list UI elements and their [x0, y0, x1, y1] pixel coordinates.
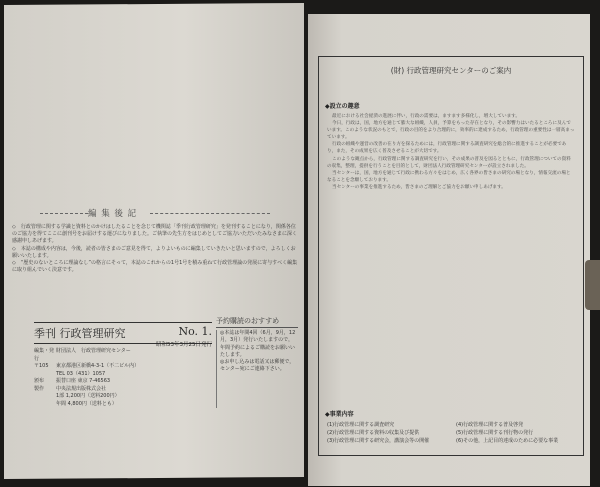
colophon-row: 頒布 振替口座 東京 7-46563 [34, 378, 111, 384]
body-paragraph: 当センターの事業を推進するため，皆さまのご理解とご協力をお願い申しあげます。 [332, 184, 506, 190]
subscription-title: 予約購読のおすすめ [216, 318, 298, 328]
colophon-row: 〒105 東京都港区新橋4-3-1（不二ビル内） [34, 363, 140, 369]
divider-right [150, 213, 270, 214]
binder-clip [585, 260, 600, 310]
body-paragraph: 行政の組織や運営の改善の在り方を探るためには，行政管理に関する調査研究を総合的に推進することが必要であり，また，その成果を広く普及させることが大切です。 [327, 142, 567, 155]
publish-date: 昭和53年3月25日発行 [156, 342, 212, 348]
colophon-row: 1部 1,200円（送料200円） [56, 393, 120, 399]
colophon-row: TEL 03（431）1057 [56, 370, 106, 377]
subscription-line: ◎お申し込みは電話又は郵便で，センター宛にご連絡下さい。 [220, 359, 295, 373]
project-item: (3)行政管理に関する研究会，講演会等の開催 [327, 438, 430, 444]
notes-title: 編 集 後 記 [88, 209, 138, 219]
project-item: (1)行政管理に関する調査研究 [327, 422, 395, 428]
center-guide-box [318, 56, 584, 456]
section-heading: ◆設立の趣意 [325, 103, 360, 110]
project-item: (6)その他，上記目的達成のために必要な事業 [456, 438, 559, 444]
colophon-row: 年間 4,800円（送料とも） [56, 400, 117, 407]
body-paragraph: このような観点から，行政管理に関する調査研究を行い，その成果の普及を図るとともに，行政管理についての資料の収集，整理，提供を行うことを目的として，財団法人行政管理研究センターが設立されました。 [327, 156, 571, 169]
projects-list [327, 421, 575, 445]
magazine-title: 季刊 行政管理研究 [34, 327, 126, 340]
colophon-row: 編集・発行 財団法人 行政管理研究センター [34, 348, 131, 362]
projects-heading: ◆事業内容 [325, 411, 354, 418]
section-body [327, 113, 575, 191]
project-item: (2)行政管理に関する資料の収集及び提供 [327, 430, 420, 436]
note-paragraph: ◇ 本誌の構成や内容は，今後，読者の皆さまのご意見を得て，よりよいものに編集していきたいと思いますので，よろしくお願いいたします。 [12, 245, 296, 259]
box-title: (財) 行政管理研究センターのご案内 [390, 66, 512, 75]
project-item: (4)行政管理に関する普及啓発 [456, 422, 524, 428]
subscription-line: ◎本誌は年間4回（6月，9月，12月，3月）発行いたしますので，年間予約によるご購読をお願いいたします。 [220, 330, 296, 358]
body-paragraph: 今日，行政は，国，地方を通じて膨大な組織，人員，予算をもった存在となり，その影響力はいたるところに及んでいます。このような状況のもとで，行政の目的をより合理的に，効率的に達成するため，行政管理の重要性は一層高まっています。 [327, 121, 575, 141]
divider-left [40, 213, 88, 214]
body-paragraph: 当センターは，国，地方を通じて行政に携わる方々をはじめ，広く各界の皆さまの研究の場となり，情報交流の場となることを念願しております。 [327, 170, 571, 183]
subscription-box [216, 318, 298, 408]
note-paragraph: ◇ 行政管理に関する学識と資料とのかけはしたることを念じて機関誌「季刊行政管理研究」を発刊することになり，関係各位のご協力を得てここに創刊号をお届けする運びになりました。ご執筆の先生方をはじめとしてご協力いただいたみなさまに深く感謝申しあげます。 [12, 224, 298, 245]
colophon-row: 製作 中央法規出版株式会社 [34, 385, 107, 392]
note-paragraph: ◇ “歴史のないところに理論なし”の格言にそって，本誌のこれからの1号1号を積み重ねて行政管理論の発展に寄与すべく編集に取り組んでいく決意です。 [12, 260, 298, 274]
body-paragraph: 最近における社会経済の進展に伴い，行政の需要は，ますます多様化し，増大しています。 [332, 114, 520, 119]
magazine-issue: No. 1. [178, 325, 212, 338]
colophon [34, 348, 214, 408]
project-item: (5)行政管理に関する刊行物の発行 [456, 430, 534, 436]
editor-notes [12, 224, 298, 274]
